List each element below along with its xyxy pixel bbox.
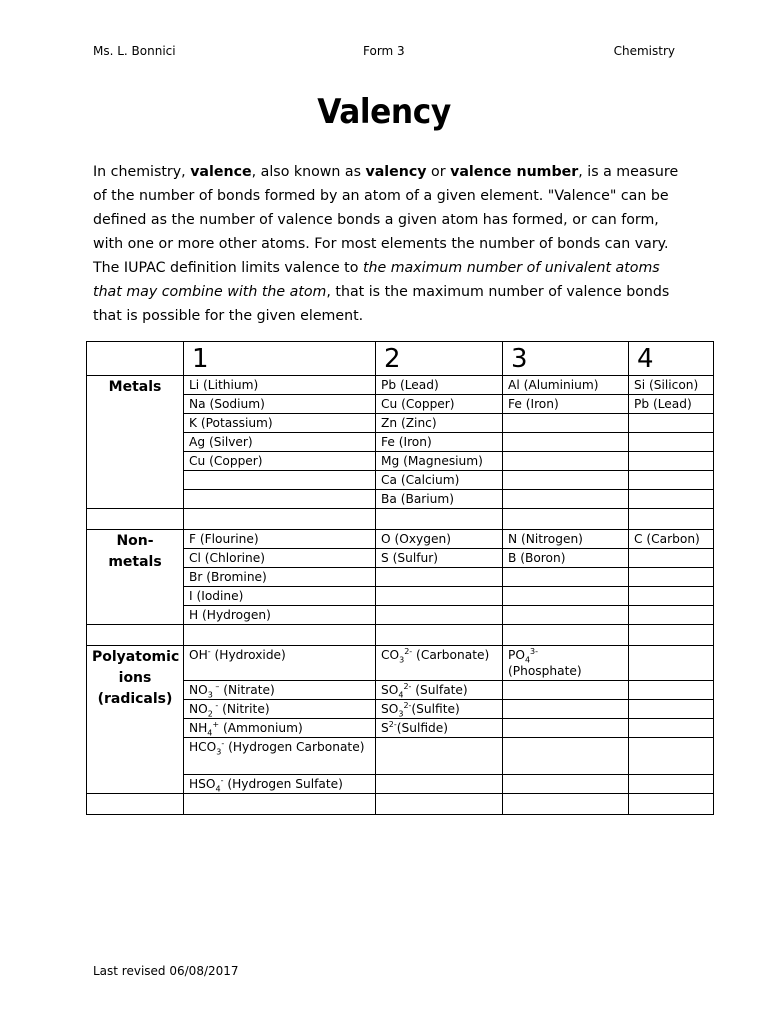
ion-sulfide: $S^{2-}(Sulfide)$ bbox=[376, 719, 503, 738]
element-cell: Li (Lithium) bbox=[184, 376, 376, 395]
element-cell bbox=[503, 606, 629, 625]
element-cell: Ba (Barium) bbox=[376, 490, 503, 509]
element-cell bbox=[629, 414, 714, 433]
element-cell: Cu (Copper) bbox=[184, 452, 376, 471]
category-polyatomic: Polyatomic ions (radicals) bbox=[87, 646, 184, 794]
element-cell: Fe (Iron) bbox=[376, 433, 503, 452]
ion-ammonium: $NH_4^+$ (Ammonium) bbox=[184, 719, 376, 738]
form-level: Form 3 bbox=[363, 44, 405, 58]
page-header bbox=[93, 44, 675, 60]
element-cell bbox=[629, 471, 714, 490]
nonmetals-section bbox=[87, 530, 714, 625]
element-cell: Cl (Chlorine) bbox=[184, 549, 376, 568]
spacer-row bbox=[87, 509, 714, 530]
element-cell: Pb (Lead) bbox=[376, 376, 503, 395]
element-cell bbox=[629, 606, 714, 625]
element-cell: Si (Silicon) bbox=[629, 376, 714, 395]
ion-carbonate: $CO_3^{2-}$ (Carbonate) bbox=[376, 646, 503, 681]
element-cell: H (Hydrogen) bbox=[184, 606, 376, 625]
element-cell bbox=[184, 490, 376, 509]
element-cell: Pb (Lead) bbox=[629, 395, 714, 414]
ion-sulfite: $SO_3^{2-}(Sulfite)$ bbox=[376, 700, 503, 719]
element-cell bbox=[376, 587, 503, 606]
element-cell: Ca (Calcium) bbox=[376, 471, 503, 490]
element-cell bbox=[629, 549, 714, 568]
element-cell bbox=[503, 490, 629, 509]
valency-3-header: 3 bbox=[503, 342, 629, 376]
element-cell bbox=[503, 414, 629, 433]
element-cell: N (Nitrogen) bbox=[503, 530, 629, 549]
ion-phosphate: $PO_4^{3-}$ (Phosphate) bbox=[503, 646, 629, 681]
header-row bbox=[87, 342, 714, 376]
element-cell bbox=[184, 471, 376, 490]
valency-2-header: 2 bbox=[376, 342, 503, 376]
valency-table bbox=[86, 341, 714, 815]
valency-1-header: 1 bbox=[184, 342, 376, 376]
ion-hydroxide: OH- (Hydroxide) bbox=[184, 646, 376, 681]
element-cell: S (Sulfur) bbox=[376, 549, 503, 568]
category-metals: Metals bbox=[87, 376, 184, 509]
element-cell bbox=[503, 587, 629, 606]
element-cell bbox=[629, 490, 714, 509]
page-title: Valency bbox=[317, 92, 451, 132]
element-cell bbox=[503, 433, 629, 452]
ion-hydrogen-sulfate: $HSO_4^-$ (Hydrogen Sulfate) bbox=[184, 775, 376, 794]
element-cell: Na (Sodium) bbox=[184, 395, 376, 414]
table-row bbox=[87, 376, 714, 395]
ion-nitrate: $NO_3$ – (Nitrate) bbox=[184, 681, 376, 700]
valency-4-header: 4 bbox=[629, 342, 714, 376]
spacer-row bbox=[87, 794, 714, 815]
author-name: Ms. L. Bonnici bbox=[93, 44, 176, 58]
element-cell: C (Carbon) bbox=[629, 530, 714, 549]
element-cell: Fe (Iron) bbox=[503, 395, 629, 414]
element-cell bbox=[503, 471, 629, 490]
element-cell: Al (Aluminium) bbox=[503, 376, 629, 395]
category-nonmetals: Non-metals bbox=[87, 530, 184, 625]
element-cell: Br (Bromine) bbox=[184, 568, 376, 587]
element-cell bbox=[629, 568, 714, 587]
intro-paragraph: In chemistry, valence, also known as valency or valence number, is a measure of the number of bonds formed by an atom of a given element. "Valence" can be defined as the number of valence bonds a given atom has formed, or can form, with one or more other atoms. For most elements the number of bonds can vary. The IUPAC definition limits valence to the maximum number of univalent atoms that may combine with the atom, that is the maximum number of valence bonds that is possible for the given element. bbox=[93, 164, 679, 324]
element-cell bbox=[629, 452, 714, 471]
element-cell bbox=[376, 606, 503, 625]
last-revised: Last revised 06/08/2017 bbox=[93, 964, 239, 978]
element-cell: Ag (Silver) bbox=[184, 433, 376, 452]
element-cell: Zn (Zinc) bbox=[376, 414, 503, 433]
element-cell: F (Flourine) bbox=[184, 530, 376, 549]
metals-section bbox=[87, 376, 714, 509]
element-cell: Cu (Copper) bbox=[376, 395, 503, 414]
element-cell: Mg (Magnesium) bbox=[376, 452, 503, 471]
element-cell: B (Boron) bbox=[503, 549, 629, 568]
ion-nitrite: $NO_2$ - (Nitrite) bbox=[184, 700, 376, 719]
spacer-row bbox=[87, 625, 714, 646]
element-cell: I (Iodine) bbox=[184, 587, 376, 606]
table-row bbox=[87, 530, 714, 549]
element-cell bbox=[629, 433, 714, 452]
element-cell bbox=[629, 587, 714, 606]
ion-hydrogen-carbonate: $HCO_3^-$ (Hydrogen Carbonate) bbox=[184, 738, 376, 775]
ion-sulfate: $SO_4^{2-}$ (Sulfate) bbox=[376, 681, 503, 700]
element-cell bbox=[503, 452, 629, 471]
element-cell bbox=[376, 568, 503, 587]
corner-cell bbox=[87, 342, 184, 376]
element-cell: O (Oxygen) bbox=[376, 530, 503, 549]
element-cell bbox=[503, 568, 629, 587]
subject-name: Chemistry bbox=[613, 44, 675, 58]
element-cell: K (Potassium) bbox=[184, 414, 376, 433]
table-row bbox=[87, 646, 714, 681]
